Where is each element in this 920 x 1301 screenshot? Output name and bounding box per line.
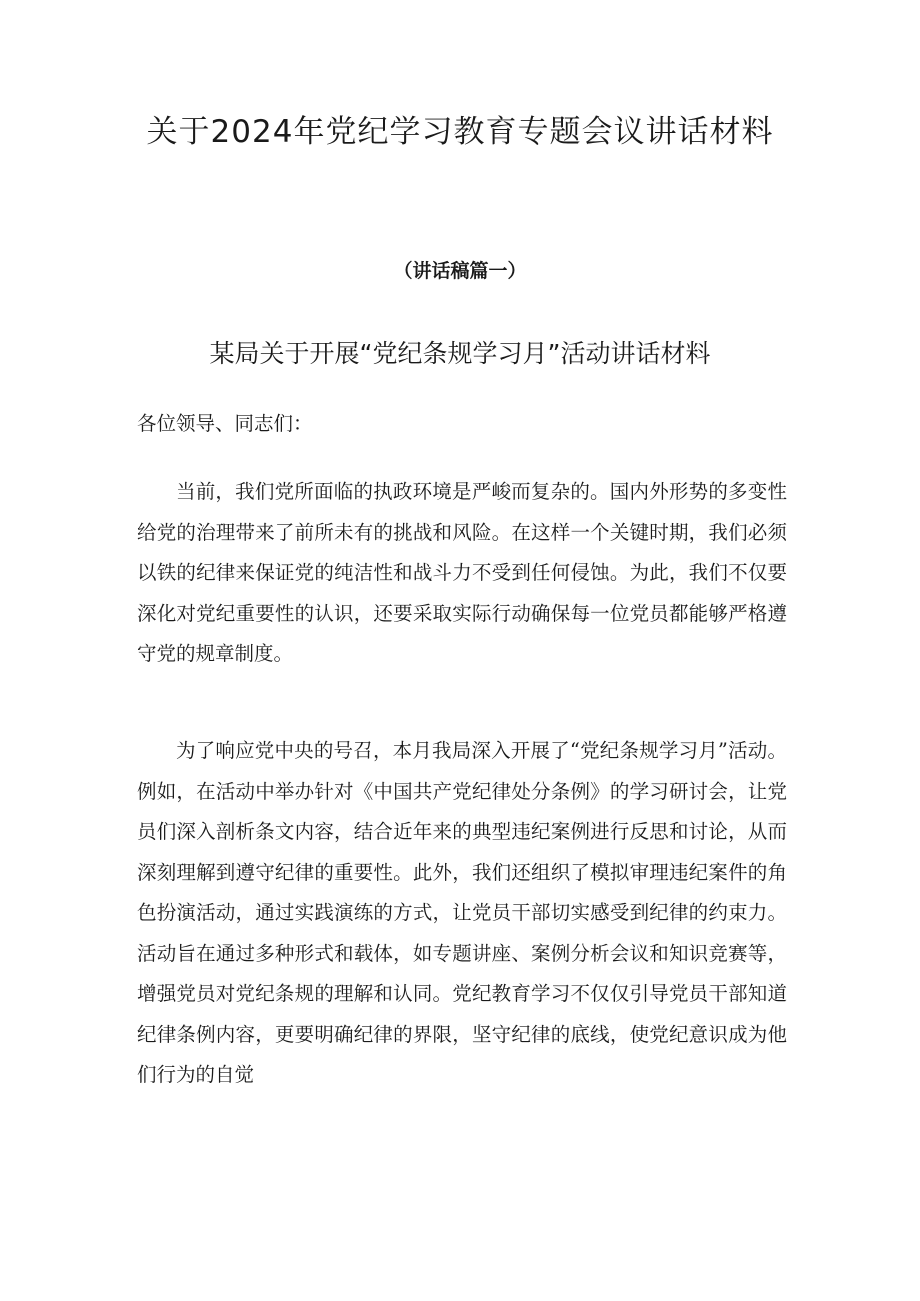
salutation: 各位领导、同志们： xyxy=(137,412,313,435)
body-paragraph-2: 为了响应党中央的号召，本月我局深入开展了“党纪条规学习月”活动。例如，在活动中举办针对《中国共产党纪律处分条例》的学习研讨会，让党员们深入剖析条文内容，结合近年来的典型违纪案例进行反思和讨论，从而深刻理解到遵守纪律的重要性。此外，我们还组织了模拟审理违纪案件的角色扮演活动，通过实践演练的方式，让党员干部切实感受到纪律的约束力。活动旨在通过多种形式和载体，如专题讲座、案例分析会议和知识竞赛等，增强党员对党纪条规的理解和认同。党纪教育学习不仅仅引导党员干部知道纪律条例内容，更要明确纪律的界限，坚守纪律的底线，使党纪意识成为他们行为的自觉 xyxy=(137,739,787,1086)
document-title: 关于2024年党纪学习教育专题会议讲话材料 xyxy=(146,114,774,150)
document-subtitle: （讲话稿篇一） xyxy=(393,260,527,282)
speech-title: 某局关于开展“党纪条规学习月”活动讲话材料 xyxy=(209,339,711,368)
body-paragraph-1: 当前，我们党所面临的执政环境是严峻而复杂的。国内外形势的多变性给党的治理带来了前所未有的挑战和风险。在这样一个关键时期，我们必须以铁的纪律来保证党的纯洁性和战斗力不受到任何侵蚀。为此，我们不仅要深化对党纪重要性的认识，还要采取实际行动确保每一位党员都能够严格遵守党的规章制度。 xyxy=(137,480,787,665)
